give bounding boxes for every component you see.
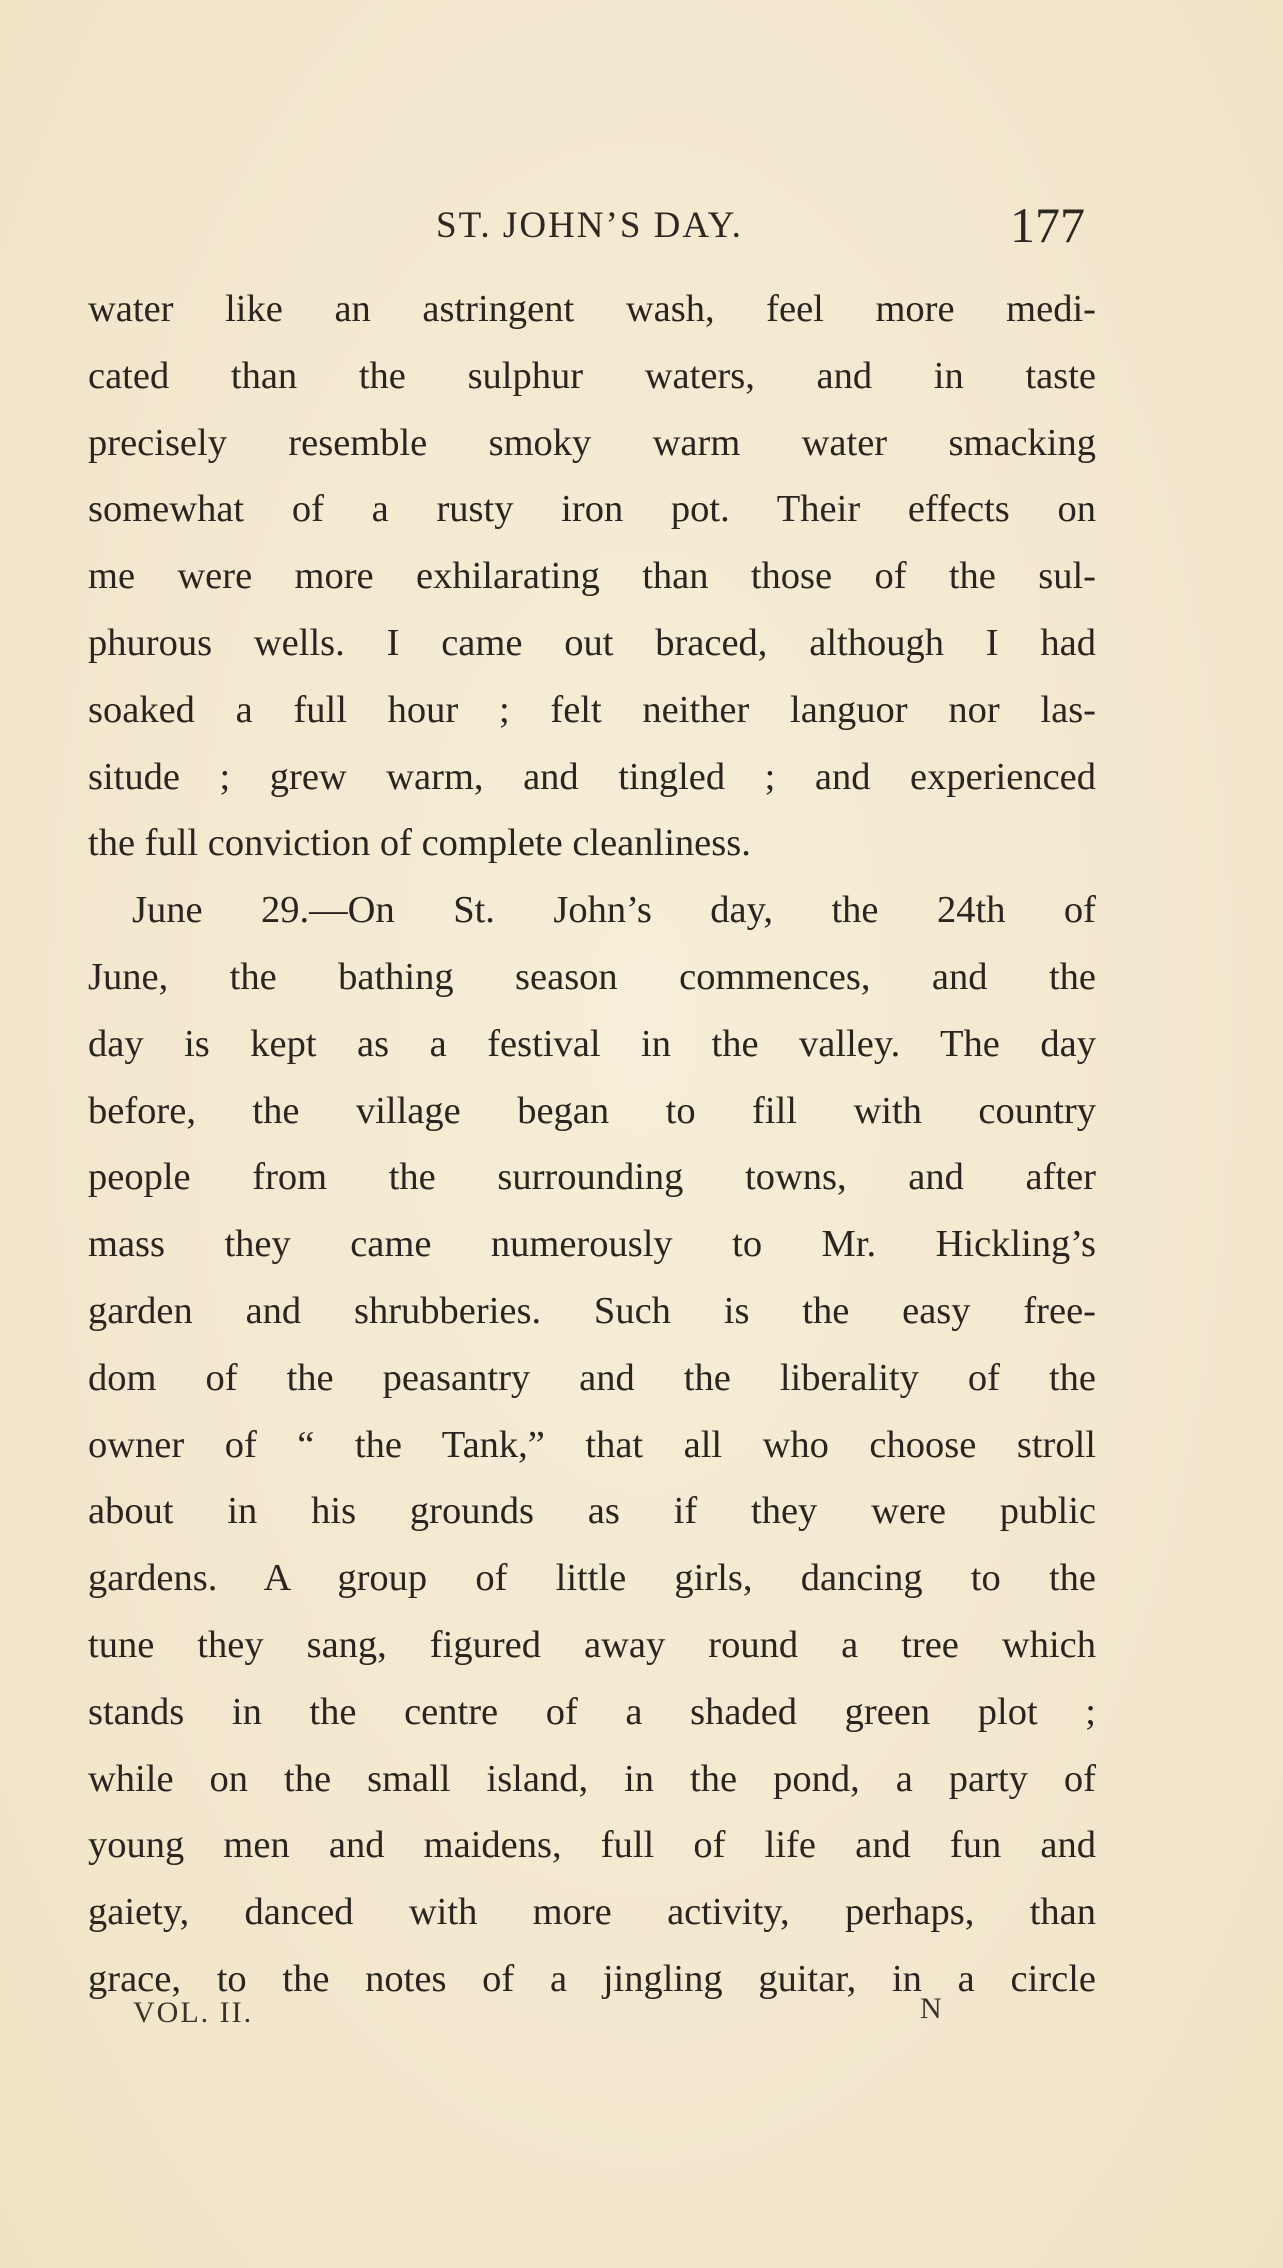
text-line: the full conviction of complete cleanliness. — [88, 822, 751, 865]
text-line: dom of the peasantry and the liberality of the — [88, 1356, 1096, 1399]
signature-mark: N — [920, 1992, 942, 2025]
text-line: mass they came numerously to Mr. Hickling’s — [88, 1223, 1096, 1266]
text-line: soaked a full hour ; felt neither languor nor las- — [88, 688, 1096, 731]
text-line: situde ; grew warm, and tingled ; and experienced — [88, 755, 1096, 798]
page-number: 177 — [1010, 197, 1085, 253]
text-line: stands in the centre of a shaded green plot ; — [88, 1690, 1096, 1733]
volume-label: VOL. II. — [133, 1996, 254, 2029]
text-line: about in his grounds as if they were public — [88, 1490, 1096, 1533]
text-line: young men and maidens, full of life and fun and — [88, 1824, 1096, 1867]
body-text — [88, 276, 1096, 2013]
text-line: June 29.—On St. John’s day, the 24th of — [132, 889, 1096, 932]
page-footer — [0, 1992, 1283, 2046]
text-line: tune they sang, figured away round a tree which — [88, 1623, 1096, 1666]
text-line: gaiety, danced with more activity, perhaps, than — [88, 1891, 1096, 1934]
running-title: ST. JOHN’S DAY. — [436, 205, 743, 246]
text-line: somewhat of a rusty iron pot. Their effects on — [88, 488, 1096, 531]
text-line: precisely resemble smoky warm water smacking — [88, 421, 1096, 464]
text-line: June, the bathing season commences, and the — [88, 955, 1096, 998]
text-line: owner of “ the Tank,” that all who choose stroll — [88, 1423, 1096, 1466]
text-line: phurous wells. I came out braced, although I had — [88, 621, 1096, 664]
text-line: people from the surrounding towns, and after — [88, 1156, 1096, 1199]
text-line: cated than the sulphur waters, and in taste — [88, 354, 1096, 397]
text-line: me were more exhilarating than those of the sul- — [88, 555, 1096, 598]
text-line: while on the small island, in the pond, a party of — [88, 1757, 1096, 1800]
text-line: before, the village began to fill with country — [88, 1089, 1096, 1132]
text-line: day is kept as a festival in the valley. The day — [88, 1022, 1096, 1065]
text-line: water like an astringent wash, feel more medi- — [88, 288, 1096, 330]
text-line: grace, to the notes of a jingling guitar, in a circle — [88, 1957, 1096, 2000]
running-head — [0, 196, 1283, 256]
text-line: gardens. A group of little girls, dancing to the — [88, 1557, 1096, 1600]
text-line: garden and shrubberies. Such is the easy free- — [88, 1289, 1096, 1332]
